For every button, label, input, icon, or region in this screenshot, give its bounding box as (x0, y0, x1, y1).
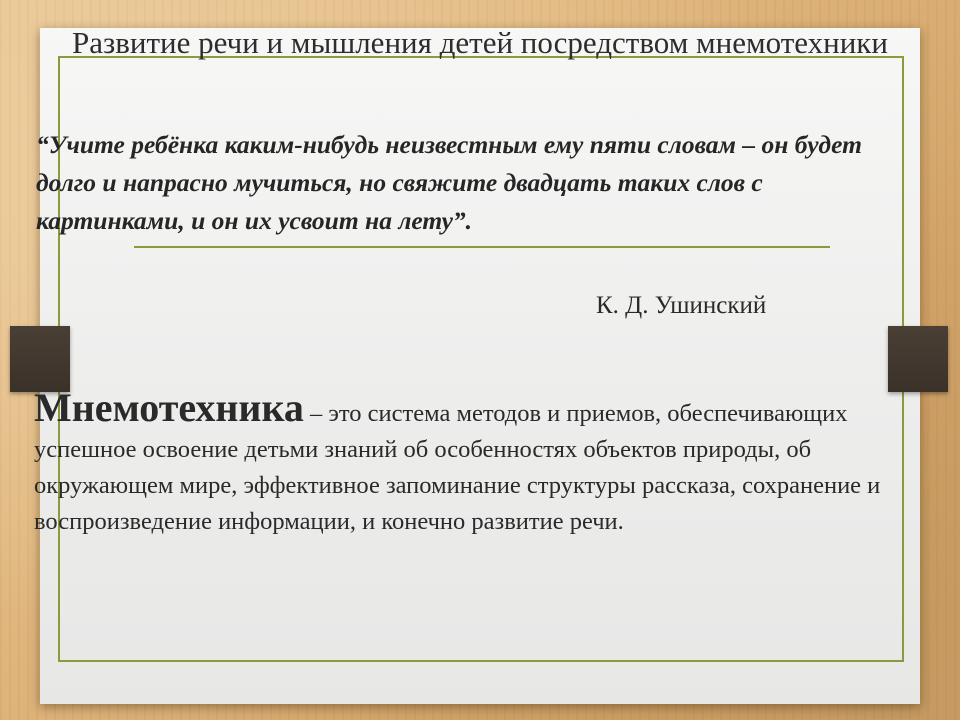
definition-paragraph (34, 386, 920, 540)
right-side-tab (888, 326, 948, 392)
definition-text: – это система методов и приемов, обеспечивающих успешное освоение детьми знаний об особенностях объектов природы, об окружающем мире, эффективное запоминание структуры рассказа, сохранение и воспроизведение информации, и конечно развитие речи. (34, 400, 881, 535)
quote-text: “Учите ребёнка каким-нибудь неизвестным ему пяти словам – он будет долго и напрасно мучиться, но свяжите двадцать таких слов с картинками, и он их усвоит на лету”. (36, 130, 862, 235)
quote-author: К. Д. Ушинский (596, 292, 767, 319)
slide-title: Развитие речи и мышления детей посредством мнемотехники (72, 25, 888, 60)
left-side-tab (10, 326, 70, 392)
quote-divider (134, 246, 830, 248)
definition-term: Мнемотехника (34, 385, 304, 430)
